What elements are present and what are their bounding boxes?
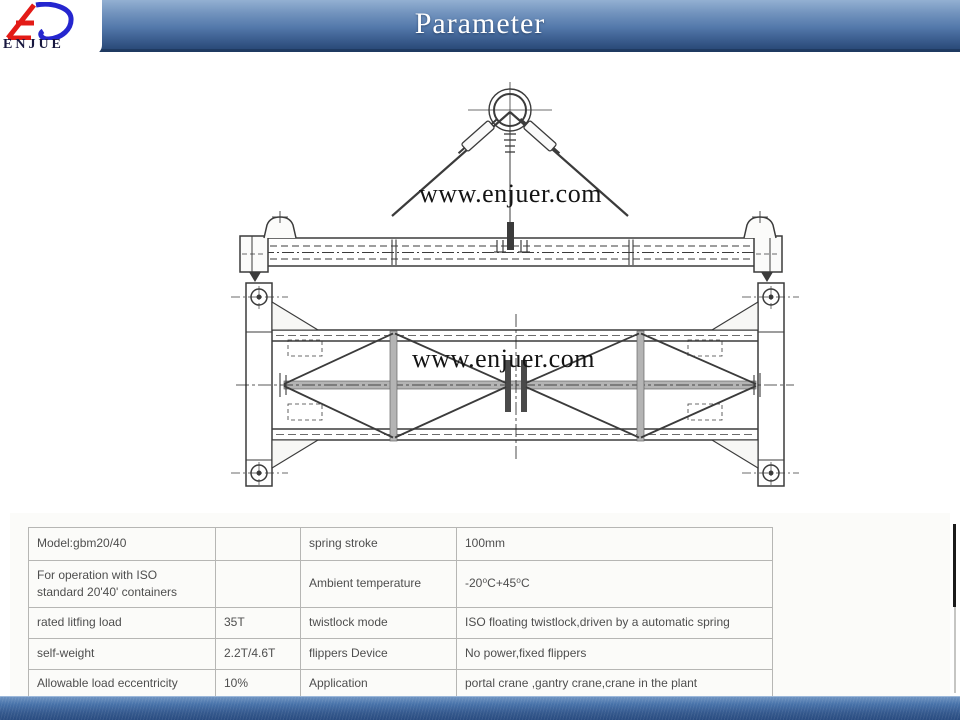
- spec-cell: 100mm: [457, 528, 773, 561]
- spec-cell: Ambient temperature: [301, 561, 457, 608]
- spec-table: [28, 527, 773, 699]
- table-row: [29, 670, 773, 699]
- table-row: [29, 561, 773, 608]
- logo: [0, 0, 102, 55]
- beam-end-left: [240, 236, 268, 282]
- spec-cell: twistlock mode: [301, 608, 457, 639]
- plan-end-beam-left: [246, 283, 272, 486]
- spec-cell: No power,fixed flippers: [457, 639, 773, 670]
- beam-center-fitting: [494, 222, 530, 252]
- footer-bar: [0, 696, 960, 720]
- lifting-lug-left: [264, 211, 296, 238]
- spec-cell: ISO floating twistlock,driven by a automatic spring: [457, 608, 773, 639]
- spec-cell: spring stroke: [301, 528, 457, 561]
- right-edge-line: [953, 524, 956, 607]
- table-row: [29, 528, 773, 561]
- lifting-lug-right: [744, 211, 776, 238]
- spec-cell: 10%: [216, 670, 301, 699]
- turnbuckle-left: [455, 115, 501, 157]
- spec-cell: flippers Device: [301, 639, 457, 670]
- logo-mark: [3, 2, 77, 40]
- beam-end-right: [754, 236, 782, 282]
- spec-cell: Application: [301, 670, 457, 699]
- table-row: [29, 639, 773, 670]
- right-edge-line-faint: [954, 607, 956, 693]
- logo-text: ENJUE: [3, 37, 64, 52]
- header-bar: [0, 0, 960, 52]
- logo-red-shape: [8, 5, 34, 38]
- page-title: Parameter: [414, 7, 546, 40]
- table-row: [29, 608, 773, 639]
- watermark: www.enjuer.com: [412, 344, 595, 373]
- plan-center-spine: [236, 381, 794, 389]
- spec-cell: [216, 528, 301, 561]
- spec-cell: rated litfing load: [29, 608, 216, 639]
- technical-drawing: [200, 78, 820, 508]
- watermark: www.enjuer.com: [419, 179, 602, 208]
- spec-cell: portal crane ,gantry crane,crane in the plant: [457, 670, 773, 699]
- plan-end-beam-right: [758, 283, 784, 486]
- spec-cell: [216, 561, 301, 608]
- spec-panel: [10, 513, 950, 696]
- spec-cell: 2.2T/4.6T: [216, 639, 301, 670]
- spec-cell: self-weight: [29, 639, 216, 670]
- spec-cell: Model:gbm20/40: [29, 528, 216, 561]
- spec-cell: For operation with ISO standard 20'40' containers: [29, 561, 216, 608]
- logo-blue-shape: [36, 4, 71, 39]
- spec-cell: 35T: [216, 608, 301, 639]
- spreader-plan-drawing: [231, 283, 799, 486]
- spec-cell: Allowable load eccentricity: [29, 670, 216, 699]
- spec-cell: -20⁰C+45⁰C: [457, 561, 773, 608]
- turnbuckle-right: [517, 115, 563, 157]
